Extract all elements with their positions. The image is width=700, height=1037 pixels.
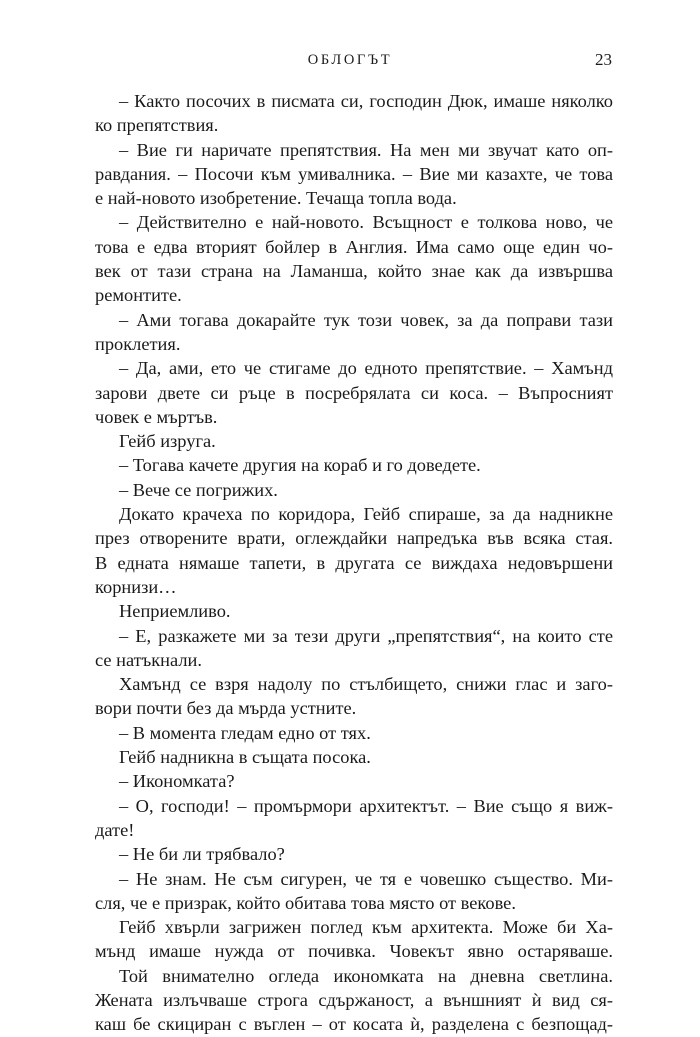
text-line: дате! [95, 819, 135, 840]
text-line: Той внимателно огледа икономката на дневна светлина. [119, 965, 613, 986]
text-line: – Действително е най-новото. Всъщност е толкова ново, че [119, 212, 613, 233]
text-line: ремонтите. [95, 285, 182, 306]
text-line: век от тази страна на Ламанша, който знае как да извършва [95, 261, 613, 282]
text-line: Гейб надникна в същата посока. [119, 747, 371, 768]
text-line: корнизи… [95, 576, 177, 597]
text-line: В едната нямаше тапети, в другата се виждаха недовършени [95, 552, 613, 573]
text-line: се натъкнали. [95, 649, 202, 670]
text-line: зарови двете си ръце в посребрялата си коса. – Въпросният [95, 382, 613, 403]
text-line: Жената излъчваше строга сдържаност, а външният ѝ вид ся- [95, 989, 613, 1010]
body-text [95, 89, 613, 1037]
text-line: каш бе скициран с въглен – от косата ѝ, разделена с безпощад- [95, 1014, 613, 1035]
text-line: – Както посочих в писмата си, господин Дюк, имаше няколко [119, 91, 613, 111]
text-line: – Да, ами, ето че стигаме до едното препятствие. – Хамънд [119, 358, 613, 379]
text-line: Докато крачеха по коридора, Гейб спираше, за да надникне [119, 504, 613, 525]
text-line: – Не би ли трябвало? [119, 844, 285, 865]
text-line: – Ами тогава докарайте тук този човек, за да поправи тази [119, 309, 613, 330]
text-line: е най-новото изобретение. Течаща топла вода. [95, 188, 457, 209]
text-line: – Вие ги наричате препятствия. На мен ми звучат като оп- [119, 139, 613, 160]
text-line: – В момента гледам едно от тях. [119, 722, 371, 743]
text-line: мънд имаше нужда от почивка. Човекът явно остаряваше. [95, 941, 613, 962]
page-header [0, 52, 700, 72]
text-line: сля, че е призрак, който обитава това място от векове. [95, 892, 516, 913]
text-line: Гейб хвърли загрижен поглед към архитекта. Може би Ха- [119, 917, 613, 938]
text-line: – Е, разкажете ми за тези други „препятствия“, на които сте [119, 625, 613, 646]
text-line: – Вече се погрижих. [119, 479, 278, 500]
text-line: Хамънд се взря надолу по стълбището, снижи глас и заго- [119, 674, 613, 695]
page-number: 23 [595, 50, 612, 69]
text-line: през отворените врати, оглеждайки напредъка във всяка стая. [95, 528, 613, 549]
text-line: вори почти без да мърда устните. [95, 698, 357, 719]
text-line: човек е мъртъв. [95, 406, 218, 427]
text-line: – Не знам. Не съм сигурен, че тя е човешко същество. Ми- [119, 868, 613, 889]
text-line: равдания. – Посочи към умивалника. – Вие ми казахте, че това [95, 163, 613, 184]
text-line: – Тогава качете другия на кораб и го доведете. [119, 455, 481, 476]
text-line: Неприемливо. [119, 601, 231, 622]
text-line: ко препятствия. [95, 115, 219, 136]
text-line: това е едва вторият бойлер в Англия. Има само още един чо- [95, 236, 613, 257]
running-title: ОБЛОГЪТ [307, 52, 393, 68]
text-line: – Икономката? [119, 771, 235, 792]
text-line: – О, господи! – промърмори архитектът. – Вие също я виж- [119, 795, 613, 816]
text-line: Гейб изруга. [119, 431, 216, 452]
text-line: проклетия. [95, 333, 181, 354]
